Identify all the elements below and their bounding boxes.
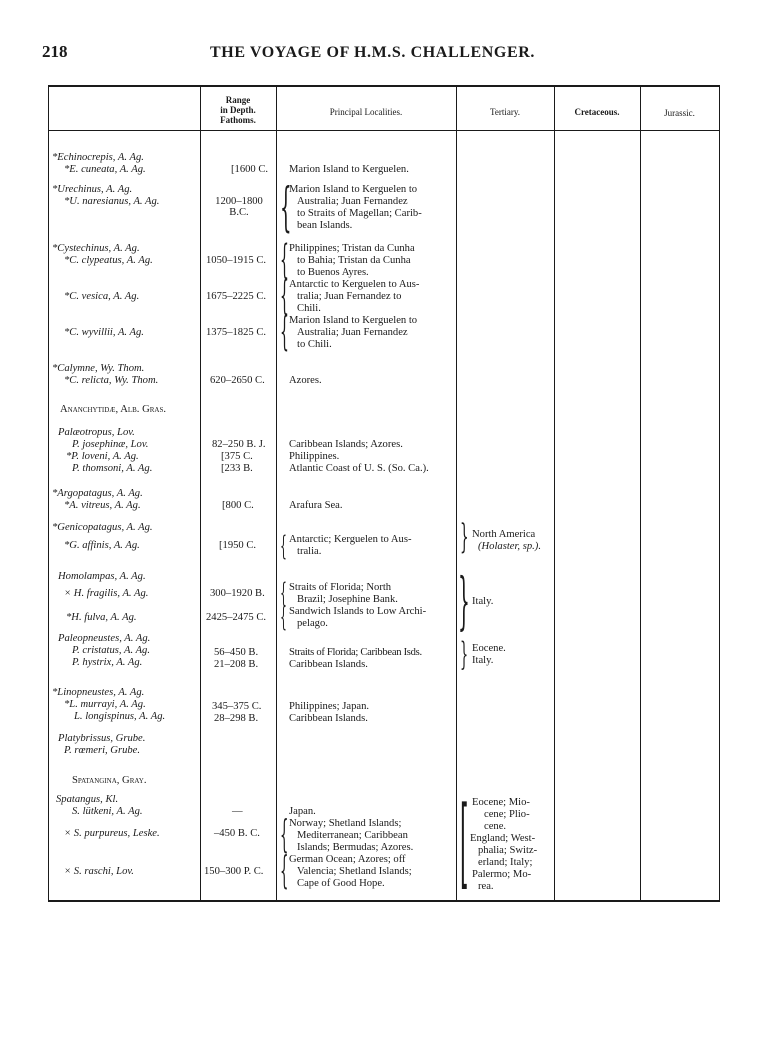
locality-line: Marion Island to Kerguelen.	[289, 164, 409, 175]
tertiary-line: phalia; Switz-	[478, 845, 538, 856]
species-name: *E. cuneata, A. Ag.	[64, 164, 146, 175]
locality-line: Caribbean Islands.	[289, 713, 368, 724]
depth-range: –450 B. C.	[214, 828, 260, 839]
brace-icon: {	[280, 578, 287, 609]
page-number: 218	[42, 42, 68, 61]
genus-name: *Argopatagus, A. Ag.	[52, 488, 143, 499]
species-name: *C. relicta, Wy. Thom.	[64, 375, 159, 386]
locality-line: Sandwich Islands to Low Archi-	[289, 606, 427, 617]
species-name: P. josephinæ, Lov.	[72, 439, 149, 450]
genus-name: *Genicopatagus, A. Ag.	[52, 522, 153, 533]
tertiary-line: Palermo; Mo-	[472, 869, 532, 880]
locality-line: Straits of Florida; Caribbean Isds.	[289, 647, 422, 658]
header-localities: Principal Localities.	[329, 107, 403, 117]
depth-range: 300–1920 B.	[210, 588, 265, 599]
locality-line: Straits of Florida; North	[289, 582, 392, 593]
locality-line: to Bahia; Tristan da Cunha	[297, 255, 411, 266]
depth-range: —	[232, 806, 243, 817]
brace-icon: }	[458, 564, 470, 637]
species-name: P. cristatus, A. Ag.	[72, 645, 150, 656]
locality-line: pelago.	[297, 618, 328, 629]
header-bottom-rule	[48, 130, 720, 131]
locality-line: Marion Island to Kerguelen to	[289, 184, 418, 195]
brace-icon: {	[280, 309, 289, 355]
depth-range: 1050–1915 C.	[206, 255, 267, 266]
locality-line: tralia.	[297, 546, 322, 557]
locality-line: German Ocean; Azores; off	[289, 854, 406, 865]
family-heading: Spatangina, Gray.	[72, 775, 147, 786]
locality-line: Cape of Good Hope.	[297, 878, 385, 889]
locality-line: to Chili.	[297, 339, 332, 350]
genus-name: Platybrissus, Grube.	[58, 733, 146, 744]
genus-name: *Calymne, Wy. Thom.	[52, 363, 145, 374]
column-rule	[276, 85, 277, 902]
tertiary-line: Eocene.	[472, 643, 506, 654]
depth-range: 28–298 B.	[214, 713, 259, 724]
locality-line: to Straits of Magellan; Carib-	[297, 208, 422, 219]
genus-name: *Echinocrepis, A. Ag.	[52, 152, 144, 163]
depth-range: 1200–1800 B.C.	[215, 196, 263, 219]
header-cretaceous: Cretaceous.	[574, 107, 620, 117]
brace-icon: {	[280, 531, 287, 562]
species-name: P. hystrix, A. Ag.	[72, 657, 143, 668]
column-rule	[200, 85, 201, 902]
column-rule	[719, 85, 720, 902]
brace-icon: {	[280, 237, 289, 283]
locality-line: Antarctic to Kerguelen to Aus-	[289, 279, 420, 290]
tertiary-line: Italy.	[472, 596, 494, 607]
locality-line: Valencia; Shetland Islands;	[297, 866, 412, 877]
locality-line: Atlantic Coast of U. S. (So. Ca.).	[289, 463, 429, 474]
locality-line: Azores.	[289, 375, 322, 386]
species-name: *P. loveni, A. Ag.	[66, 451, 139, 462]
locality-line: Chili.	[297, 303, 321, 314]
depth-range: 1675–2225 C.	[206, 291, 267, 302]
locality-line: Arafura Sea.	[289, 500, 343, 511]
genus-name: Spatangus, Kl.	[56, 794, 119, 805]
depth-range: [800 C.	[222, 500, 254, 511]
species-name: P. thomsoni, A. Ag.	[72, 463, 153, 474]
brace-icon: }	[460, 635, 469, 673]
genus-name: *Linopneustes, A. Ag.	[52, 687, 145, 698]
locality-line: Australia; Juan Fernandez	[297, 327, 408, 338]
tertiary-line: Italy.	[472, 655, 494, 666]
depth-range: [375 C.	[221, 451, 253, 462]
tertiary-line: Eocene; Mio-	[472, 797, 530, 808]
species-name: S. lütkeni, A. Ag.	[72, 806, 143, 817]
depth-range: 56–450 B.	[214, 647, 259, 658]
locality-line: Islands; Bermudas; Azores.	[297, 842, 414, 853]
depth-range: 21–208 B.	[214, 659, 259, 670]
locality-line: Marion Island to Kerguelen to	[289, 315, 418, 326]
header-range: Range in Depth. Fathoms.	[220, 95, 256, 125]
locality-line: Caribbean Islands.	[289, 659, 368, 670]
species-name: P. rœmeri, Grube.	[64, 745, 141, 756]
species-name: *U. naresianus, A. Ag.	[64, 196, 160, 207]
column-rule	[554, 85, 555, 902]
locality-line: Brazil; Josephine Bank.	[297, 594, 398, 605]
header-jurassic: Jurassic.	[664, 108, 695, 118]
species-name: *G. affinis, A. Ag.	[64, 540, 140, 551]
depth-range: [1600 C.	[231, 164, 269, 175]
tertiary-line: (Holaster, sp.).	[478, 541, 541, 552]
brace-icon: {	[280, 178, 292, 238]
species-name: *C. clypeatus, A. Ag.	[64, 255, 153, 266]
header-tertiary: Tertiary.	[489, 107, 521, 117]
species-name: *A. vitreus, A. Ag.	[64, 500, 141, 511]
depth-range: [1950 C.	[219, 540, 257, 551]
locality-line: tralia; Juan Fernandez to	[297, 291, 402, 302]
locality-line: Norway; Shetland Islands;	[289, 818, 402, 829]
locality-line: Philippines; Tristan da Cunha	[289, 243, 415, 254]
depth-range: 150–300 P. C.	[204, 866, 264, 877]
brace-icon: [	[460, 786, 469, 900]
brace-icon: {	[280, 602, 287, 633]
genus-name: Palæotropus, Lov.	[58, 427, 135, 438]
brace-icon: }	[460, 517, 469, 557]
genus-name: *Cystechinus, A. Ag.	[52, 243, 140, 254]
genus-name: Paleopneustes, A. Ag.	[58, 633, 151, 644]
species-name: L. longispinus, A. Ag.	[74, 711, 166, 722]
family-heading: Ananchytidæ, Alb. Gras.	[60, 404, 167, 415]
column-rule	[456, 85, 457, 902]
depth-range: 1375–1825 C.	[206, 327, 267, 338]
table-top-rule	[48, 85, 720, 87]
species-name: *C. wyvillii, A. Ag.	[64, 327, 144, 338]
column-rule	[48, 85, 49, 902]
brace-icon: {	[280, 848, 289, 892]
locality-line: bean Islands.	[297, 220, 353, 231]
species-name: *C. vesica, A. Ag.	[64, 291, 140, 302]
depth-range: 345–375 C.	[212, 701, 262, 712]
tertiary-line: cene.	[484, 821, 507, 832]
column-rule	[640, 85, 641, 902]
depth-range: [233 B.	[221, 463, 253, 474]
locality-line: to Buenos Ayres.	[297, 267, 369, 278]
running-title: THE VOYAGE OF H.M.S. CHALLENGER.	[210, 44, 536, 61]
locality-line: Caribbean Islands; Azores.	[289, 439, 403, 450]
species-name: × S. purpureus, Leske.	[64, 828, 160, 839]
depth-range: 82–250 B. J.	[212, 439, 266, 450]
locality-line: Japan.	[289, 806, 316, 817]
locality-line: Antarctic; Kerguelen to Aus-	[289, 534, 412, 545]
locality-line: Mediterranean; Caribbean	[297, 830, 408, 841]
depth-range: 620–2650 C.	[210, 375, 265, 386]
species-name: × S. raschi, Lov.	[64, 866, 134, 877]
tertiary-line: erland; Italy;	[478, 857, 533, 868]
table-bottom-rule	[48, 900, 720, 902]
species-name: *L. murrayi, A. Ag.	[64, 699, 146, 710]
locality-line: Philippines; Japan.	[289, 701, 370, 712]
species-name: *H. fulva, A. Ag.	[66, 612, 137, 623]
locality-line: Australia; Juan Fernandez	[297, 196, 408, 207]
depth-range: 2425–2475 C.	[206, 612, 267, 623]
brace-icon: {	[280, 812, 289, 856]
locality-line: Philippines.	[289, 451, 340, 462]
tertiary-line: England; West-	[470, 833, 536, 844]
genus-name: Homolampas, A. Ag.	[58, 571, 146, 582]
tertiary-line: North America	[472, 529, 536, 540]
tertiary-line: rea.	[478, 881, 494, 892]
tertiary-line: cene; Plio-	[484, 809, 530, 820]
species-name: × H. fragilis, A. Ag.	[64, 588, 149, 599]
brace-icon: {	[280, 273, 289, 319]
genus-name: *Urechinus, A. Ag.	[52, 184, 133, 195]
